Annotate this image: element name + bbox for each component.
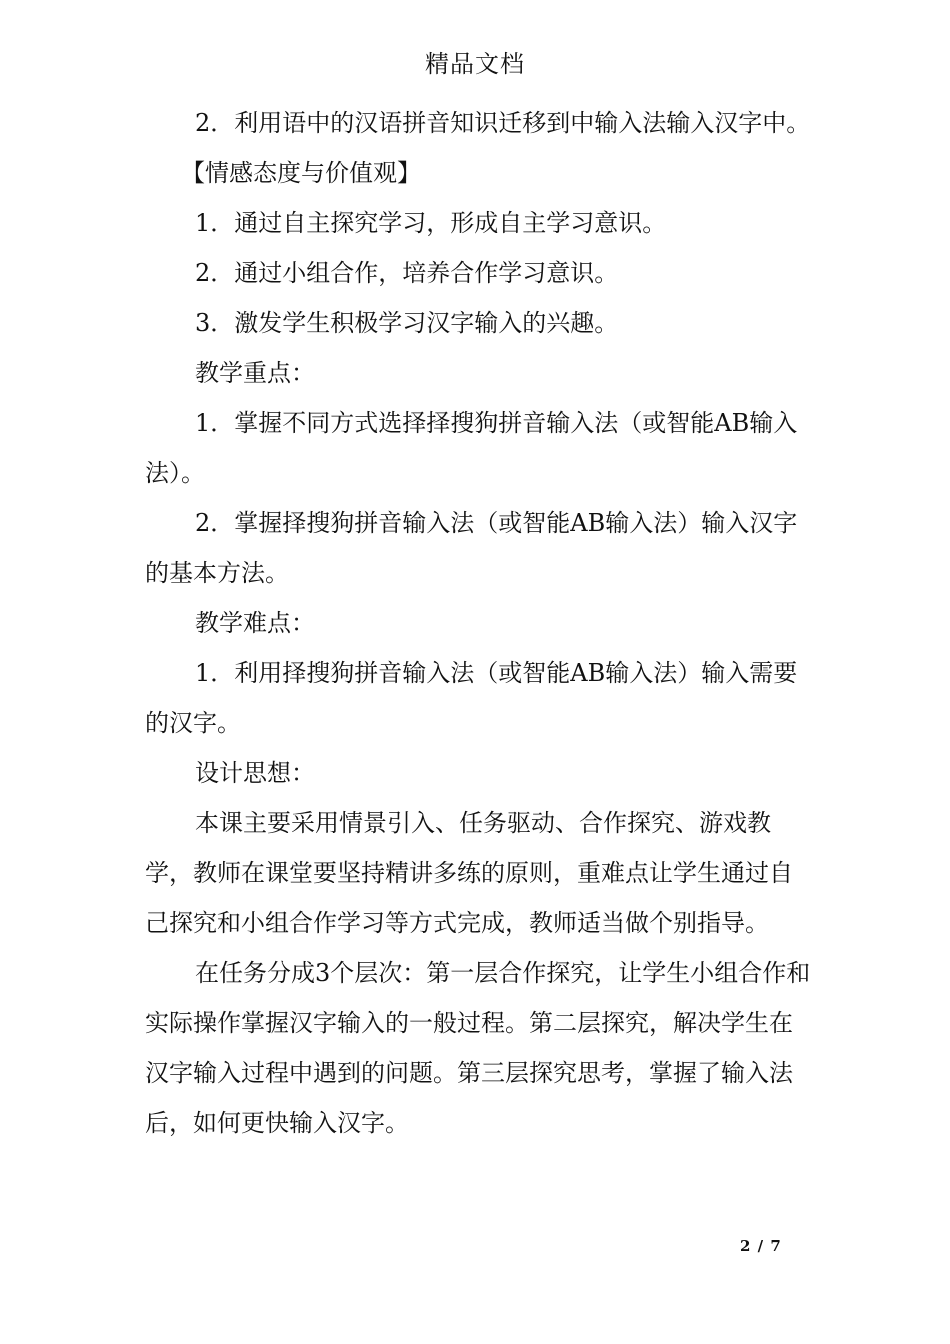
section-heading: 教学难点： [195, 609, 315, 637]
document-body [145, 98, 815, 1148]
paragraph: 3．激发学生积极学习汉字输入的兴趣。 [195, 309, 619, 337]
paragraph: 2．通过小组合作，培养合作学习意识。 [195, 259, 619, 287]
paragraph: 在任务分成3个层次：第一层合作探究，让学生小组合作和实际操作掌握汉字输入的一般过程。第二层探究，解决学生在汉字输入过程中遇到的问题。第三层探究思考，掌握了输入法后，如何更快输入汉字。 [145, 959, 811, 1137]
section-heading: 设计思想： [195, 759, 315, 787]
paragraph: 1．掌握不同方式选择择搜狗拼音输入法（或智能AB输入法）。 [145, 409, 798, 487]
section-heading: 【情感态度与价值观】 [181, 159, 421, 187]
paragraph: 1．通过自主探究学习，形成自主学习意识。 [195, 209, 667, 237]
page-number: 2 / 7 [740, 1237, 782, 1255]
section-heading: 教学重点： [195, 359, 315, 387]
paragraph: 本课主要采用情景引入、任务驱动、合作探究、游戏教学，教师在课堂要坚持精讲多练的原则，重难点让学生通过自己探究和小组合作学习等方式完成，教师适当做个别指导。 [145, 809, 793, 937]
paragraph: 2．利用语中的汉语拼音知识迁移到中输入法输入汉字中。 [195, 109, 811, 137]
paragraph: 2．掌握择搜狗拼音输入法（或智能AB输入法）输入汉字的基本方法。 [145, 509, 798, 587]
page-header-title: 精品文档 [425, 50, 525, 78]
paragraph: 1．利用择搜狗拼音输入法（或智能AB输入法）输入需要的汉字。 [145, 659, 798, 737]
